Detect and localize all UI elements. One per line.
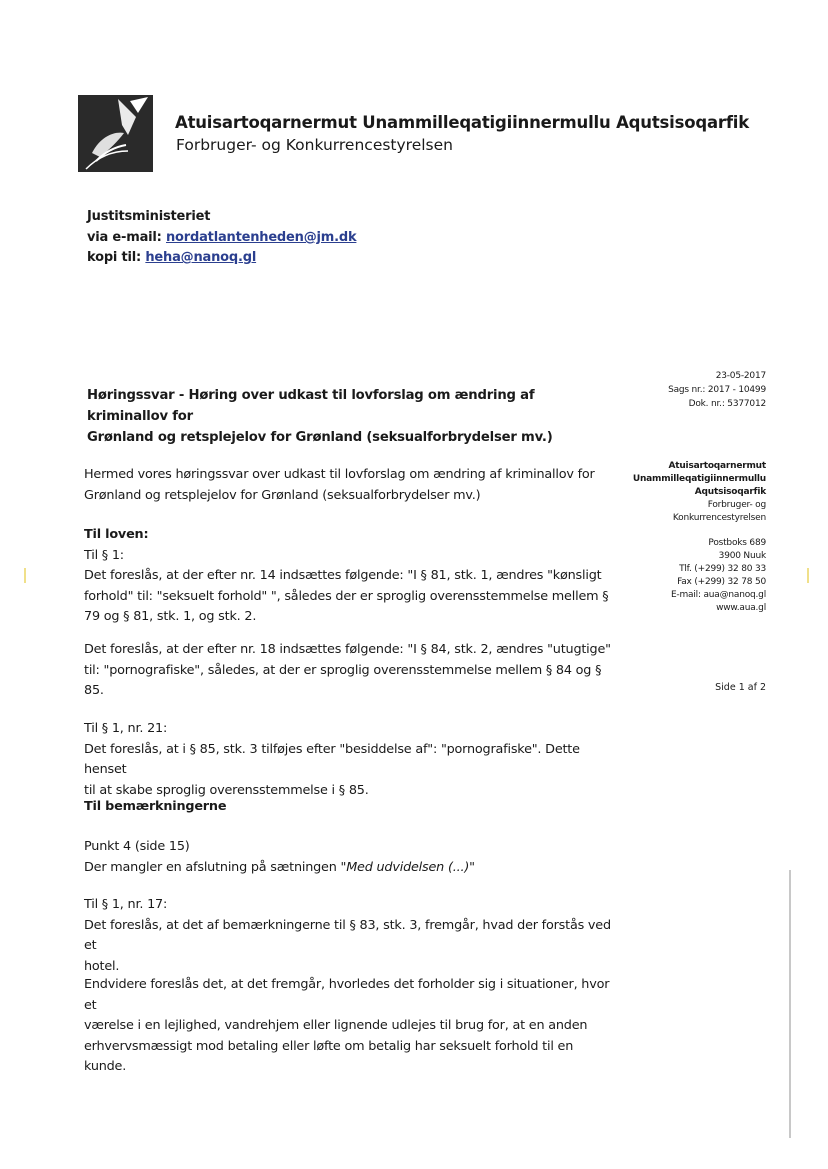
subject-line: Høringssvar - Høring over udkast til lovforslag om ændring af kriminallov for xyxy=(87,388,535,424)
sender-org-line: Konkurrencestyrelsen xyxy=(672,513,766,523)
body-line: hotel. xyxy=(84,958,120,974)
sender-org-line: Atuisartoqarnermut xyxy=(668,461,766,471)
section-heading: Til bemærkningerne xyxy=(84,799,227,814)
via-email-link[interactable]: nordatlantenheden@jm.dk xyxy=(166,230,357,245)
body-line: til: "pornografiske", således, at der er sproglig overensstemmelse mellem § 84 og § xyxy=(84,662,602,678)
section-remarks-heading xyxy=(84,797,614,818)
copy-label: kopi til: xyxy=(87,250,142,265)
body-line: 79 og § 81, stk. 1, og stk. 2. xyxy=(84,609,257,624)
paragraph-rooms xyxy=(84,975,614,1078)
sender-postbox: Postboks 689 xyxy=(708,538,766,548)
sender-org-line: Aqutsisoqarfik xyxy=(694,487,766,497)
subject-line: Grønland og retsplejelov for Grønland (seksualforbrydelser mv.) xyxy=(87,430,553,445)
scan-mark xyxy=(24,568,26,583)
subject-heading xyxy=(87,385,607,448)
sender-website: www.aua.gl xyxy=(716,603,766,613)
section-heading: Til loven: xyxy=(84,527,149,542)
body-line: Det foreslås, at der efter nr. 18 indsættes følgende: "I § 84, stk. 2, ændres "utugtige" xyxy=(84,642,611,657)
document-number: Dok. nr.: 5377012 xyxy=(688,399,766,409)
body-line: forhold" til: "seksuelt forhold" ", således der er sproglig overensstemmelse mellem § xyxy=(84,588,609,604)
fox-logo xyxy=(78,95,153,172)
body-line: Endvidere foreslås det, at det fremgår, hvorledes det forholder sig i situationer, hvor et xyxy=(84,977,610,1013)
body-line: værelse i en lejlighed, vandrehjem eller lignende udlejes til brug for, at en anden xyxy=(84,1018,588,1033)
org-subtitle: Forbruger- og Konkurrencestyrelsen xyxy=(176,136,453,154)
paragraph-reference: Til § 1: xyxy=(84,547,124,563)
page-number: Side 1 af 2 xyxy=(715,682,766,693)
sender-city: 3900 Nuuk xyxy=(718,551,766,561)
scan-mark xyxy=(807,568,809,583)
body-line: erhvervsmæssigt mod betaling eller løfte om betalig har seksuelt forhold til en kunde. xyxy=(84,1038,574,1074)
sender-email: E-mail: aua@nanoq.gl xyxy=(670,590,766,600)
body-line: Hermed vores høringssvar over udkast til lovforslag om ændring af kriminallov for xyxy=(84,467,595,482)
paragraph-reference: Punkt 4 (side 15) xyxy=(84,839,190,854)
copy-email-link[interactable]: heha@nanoq.gl xyxy=(145,250,257,265)
body-line: Grønland og retsplejelov for Grønland (seksualforbrydelser mv.) xyxy=(84,487,481,503)
point-4 xyxy=(84,837,614,878)
recipient-via-line xyxy=(87,230,356,245)
paragraph-84 xyxy=(84,640,614,702)
paragraph-reference: Til § 1, nr. 17: xyxy=(84,897,168,912)
document-meta xyxy=(668,369,766,411)
section-law xyxy=(84,525,614,628)
sender-contact-block xyxy=(633,460,766,615)
recipient-name: Justitsministeriet xyxy=(87,209,211,224)
paragraph-83 xyxy=(84,895,614,977)
via-label: via e-mail: xyxy=(87,230,162,245)
case-number: Sags nr.: 2017 - 10499 xyxy=(668,385,766,395)
paragraph-reference: Til § 1, nr. 21: xyxy=(84,721,168,736)
paragraph-85 xyxy=(84,719,614,801)
sender-org-line: Forbruger- og xyxy=(707,500,766,510)
body-line xyxy=(84,858,614,879)
sender-org-line: Unammilleqatigiinnermullu xyxy=(632,474,766,484)
sender-phone: Tlf. (+299) 32 80 33 xyxy=(679,564,766,574)
sender-fax: Fax (+299) 32 78 50 xyxy=(677,577,766,587)
intro-paragraph xyxy=(84,465,614,506)
body-line: til at skabe sproglig overensstemmelse i § 85. xyxy=(84,782,369,798)
org-name: Atuisartoqarnermut Unammilleqatigiinnermullu Aqutsisoqarfik xyxy=(175,113,750,132)
body-line: Det foreslås, at der efter nr. 14 indsættes følgende: "I § 81, stk. 1, ændres "kønsligt xyxy=(84,568,602,583)
recipient-copy-line xyxy=(87,250,256,265)
body-line: 85. xyxy=(84,683,104,698)
body-line: Det foreslås, at i § 85, stk. 3 tilføjes efter "besiddelse af": "pornografiske". Dette henset xyxy=(84,741,580,777)
scan-edge-line xyxy=(789,870,791,1138)
document-date: 23-05-2017 xyxy=(715,371,766,381)
body-line: Det foreslås, at det af bemærkningerne til § 83, stk. 3, fremgår, hvad der forstås ved et xyxy=(84,917,611,953)
quoted-text: "Med udvidelsen (...)" xyxy=(340,859,475,875)
body-text: Der mangler en afslutning på sætningen xyxy=(84,859,341,875)
